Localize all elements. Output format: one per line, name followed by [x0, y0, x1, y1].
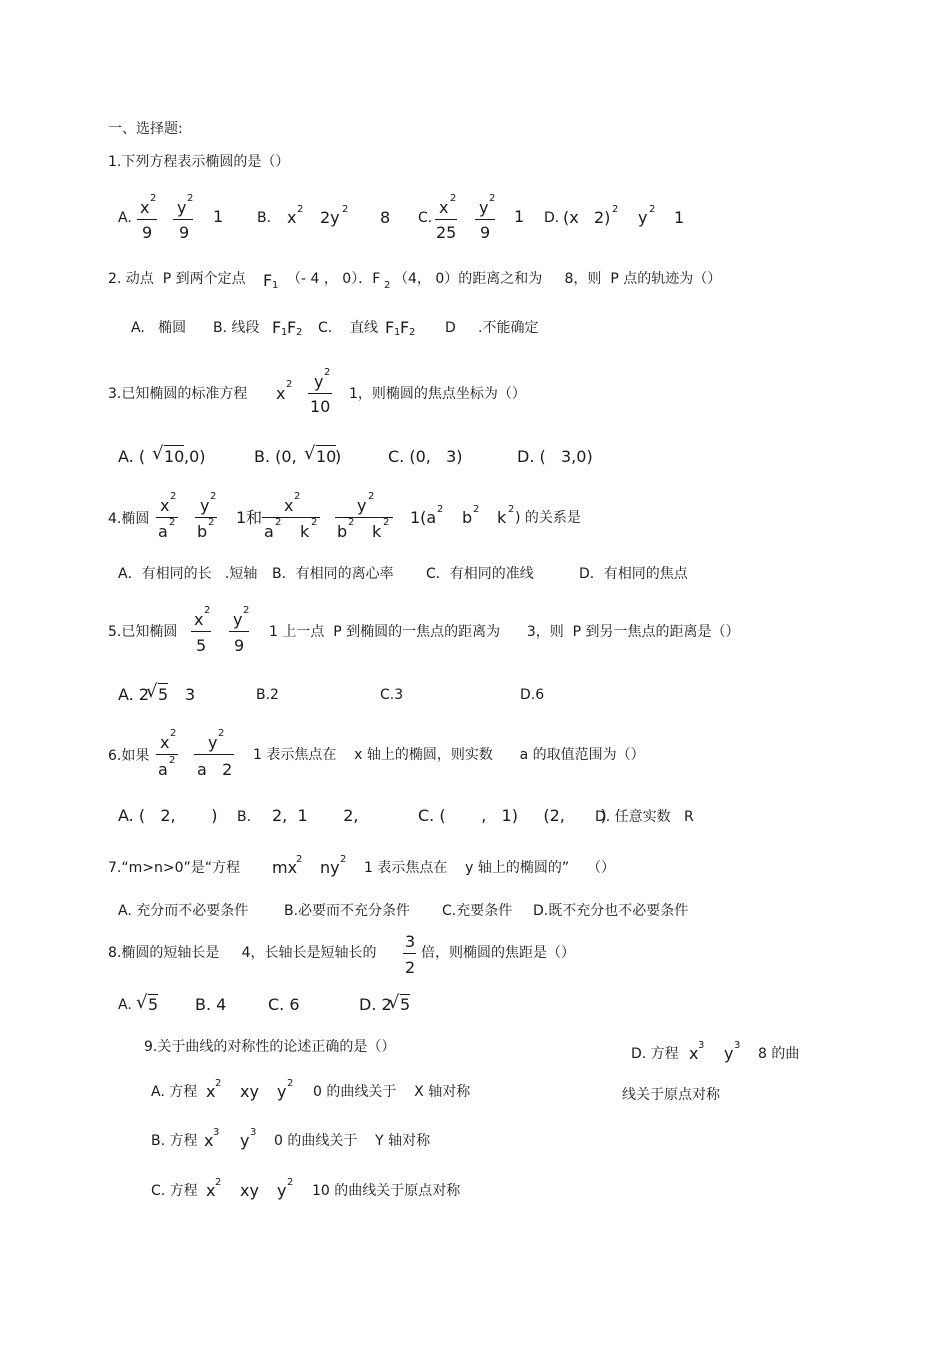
term: xy	[240, 1181, 259, 1200]
radicand: 10	[316, 447, 337, 466]
exponent: 2	[649, 204, 656, 215]
fraction-bar	[173, 219, 193, 220]
term: y	[240, 1131, 250, 1150]
exponent: 2	[296, 854, 303, 865]
denominator: b	[197, 522, 208, 541]
question-stem: 3.已知椭圆的标准方程	[108, 386, 248, 402]
option-c-pre: C. 方程	[151, 1183, 198, 1199]
term: x	[206, 1181, 216, 1200]
exponent: 2	[210, 491, 217, 502]
option-d: .不能确定	[478, 320, 539, 336]
denominator: 9	[179, 223, 190, 242]
exponent: 2	[473, 504, 480, 515]
subscript: 1	[394, 327, 401, 338]
option-a-tail: 0 的曲线关于 X 轴对称	[313, 1084, 471, 1100]
option-d-pre: D. 方程	[631, 1046, 679, 1062]
option-a-pre: A.	[118, 997, 132, 1013]
question-stem: 4.椭圆	[108, 511, 150, 527]
option-b: 2, 1 2,	[272, 806, 359, 825]
option-c-tail: 10 的曲线关于原点对称	[312, 1183, 461, 1199]
option-c: C.充要条件	[442, 903, 513, 919]
option-d-pre: D. 2	[359, 995, 392, 1014]
exponent: 2	[348, 517, 355, 528]
term: x	[689, 1044, 699, 1063]
exponent: 2	[150, 193, 157, 204]
question-stem-tail: 1 表示焦点在 y 轴上的椭圆的” （）	[364, 860, 615, 876]
option-b-label: B.	[237, 809, 252, 825]
option-a-pre: A. 2	[118, 685, 150, 704]
term: ny	[320, 858, 340, 877]
fraction-bar	[229, 631, 249, 632]
radical-bar	[158, 683, 168, 684]
option-d: D. 任意实数 R	[595, 809, 694, 825]
sqrt-icon: √	[152, 443, 164, 464]
option-c: C. 6	[268, 995, 300, 1014]
option-b: B.2	[256, 687, 279, 703]
numerator: y	[200, 496, 210, 515]
term: y	[638, 208, 648, 227]
numerator: 3	[405, 932, 416, 951]
denominator: 25	[436, 223, 457, 242]
exponent: 2	[169, 755, 176, 766]
denominator: 9	[480, 223, 491, 242]
fraction-bar	[191, 631, 211, 632]
radical-bar	[316, 445, 336, 446]
term: y	[277, 1181, 287, 1200]
exponent: 2	[368, 491, 375, 502]
option-d-label: D	[445, 320, 456, 336]
subscript: 2	[296, 327, 303, 338]
term: 2y	[320, 208, 340, 227]
exponent: 2	[170, 728, 177, 739]
rhs: 8	[380, 208, 391, 227]
numerator: y	[357, 496, 367, 515]
option-a: A. 充分而不必要条件	[118, 903, 249, 919]
exponent: 2	[275, 517, 282, 528]
option-c: C. 直线	[318, 320, 379, 336]
question-stem-part: （4， 0）的距离之和为 8，则 P 点的轨迹为（）	[394, 271, 722, 287]
numerator: x	[140, 198, 150, 217]
denominator: a	[264, 522, 274, 541]
fraction-bar	[194, 754, 234, 755]
option-c-label: C.	[418, 210, 433, 226]
question-stem: 7.“m>n>0”是“方程	[108, 860, 240, 876]
connector: 1和	[236, 508, 263, 527]
option-a: A. ( 2, )	[118, 806, 218, 825]
option-a-label: A.	[118, 210, 132, 226]
numerator: y	[208, 733, 218, 752]
exponent: 2	[324, 367, 331, 378]
option-c: C. (0, 3)	[388, 447, 463, 466]
term: x	[287, 208, 297, 227]
term: mx	[272, 858, 298, 877]
option-d: D．有相同的焦点	[579, 566, 688, 582]
question-stem: 1.下列方程表示椭圆的是（）	[108, 154, 290, 170]
question-stem: 8.椭圆的短轴长是 4，长轴长是短轴长的	[108, 945, 377, 961]
numerator: x	[160, 733, 170, 752]
option-a-pre: A. 方程	[151, 1084, 198, 1100]
exponent: 2	[450, 193, 457, 204]
numerator: y	[479, 198, 489, 217]
radicand: 5	[158, 685, 169, 704]
option-d: D. ( 3,0)	[517, 447, 593, 466]
subscript: 1	[272, 280, 279, 291]
condition: k	[497, 508, 507, 527]
question-stem-tail: 1，则椭圆的焦点坐标为（）	[349, 386, 526, 402]
exponent: 2	[169, 517, 176, 528]
rhs: 1	[674, 208, 685, 227]
exponent: 3	[698, 1040, 705, 1051]
exponent: 3	[250, 1127, 257, 1138]
segment-f: F	[272, 318, 282, 337]
numerator: x	[194, 610, 204, 629]
exponent: 2	[489, 193, 496, 204]
denominator: b	[337, 522, 348, 541]
exponent: 2	[187, 193, 194, 204]
term: y	[724, 1044, 734, 1063]
option-b-pre: B. 方程	[151, 1133, 198, 1149]
radicand: 5	[400, 995, 411, 1014]
exponent: 2	[342, 204, 349, 215]
exponent: 2	[294, 491, 301, 502]
subscript: 2	[409, 327, 416, 338]
question-stem-tail: ) 的关系是	[515, 510, 581, 526]
exponent: 2	[297, 204, 304, 215]
rhs: 1	[514, 207, 525, 226]
question-stem-part: （- 4 ， 0）．F	[287, 271, 381, 287]
numerator: y	[177, 198, 187, 217]
option-d-label: D.	[544, 210, 560, 226]
question-stem: 9.关于曲线的对称性的论述正确的是（）	[144, 1039, 396, 1055]
denominator: 9	[142, 223, 153, 242]
option-d-tail: 8 的曲	[758, 1046, 800, 1062]
numerator: x	[284, 496, 294, 515]
numerator: x	[160, 496, 170, 515]
fraction-bar	[475, 219, 495, 220]
option-d-line2: 线关于原点对称	[622, 1087, 720, 1103]
term: (x	[563, 208, 579, 227]
term: 2)	[594, 208, 611, 227]
option-a-post: 3	[185, 685, 196, 704]
sqrt-icon: √	[136, 992, 148, 1013]
sqrt-icon: √	[146, 681, 158, 702]
exponent: 2	[204, 605, 211, 616]
question-stem-tail: 1 上一点 P 到椭圆的一焦点的距离为 3，则 P 到另一焦点的距离是（）	[269, 624, 740, 640]
condition: b	[462, 508, 473, 527]
fraction-bar	[308, 393, 332, 394]
denominator: 2	[405, 958, 416, 977]
radicand: 10	[164, 447, 185, 466]
question-stem: 6.如果	[108, 748, 150, 764]
question-stem-part: 2. 动点 P 到两个定点	[108, 271, 246, 287]
numerator: y	[314, 372, 324, 391]
option-b-label: B.	[257, 210, 272, 226]
exponent: 3	[213, 1127, 220, 1138]
radicand: 5	[148, 995, 159, 1014]
option-b-post: )	[335, 447, 342, 466]
denominator: 10	[310, 397, 331, 416]
term: x	[204, 1131, 214, 1150]
exponent: 2	[215, 1078, 222, 1089]
option-c: C.3	[380, 687, 404, 703]
numerator: y	[233, 610, 243, 629]
question-stem-tail: 1 表示焦点在 x 轴上的椭圆，则实数 a 的取值范围为（）	[253, 747, 645, 763]
exponent: 2	[208, 517, 215, 528]
option-b-tail: 0 的曲线关于 Y 轴对称	[274, 1133, 431, 1149]
focus-f1: F	[263, 271, 273, 290]
exponent: 2	[215, 1177, 222, 1188]
option-a-post: ,0)	[184, 447, 206, 466]
segment-f: F	[385, 318, 395, 337]
exponent: 2	[437, 504, 444, 515]
denominator: 5	[196, 636, 207, 655]
exponent: 2	[218, 728, 225, 739]
numerator: x	[439, 198, 449, 217]
fraction-bar	[137, 219, 157, 220]
exponent: 2	[383, 517, 390, 528]
exponent: 2	[286, 379, 293, 390]
question-stem: 5.已知椭圆	[108, 624, 178, 640]
option-b: B. 4	[195, 995, 227, 1014]
condition: 1(a	[410, 508, 437, 527]
subscript: 1	[281, 327, 288, 338]
segment-f: F	[400, 318, 410, 337]
option-d: D.6	[520, 687, 545, 703]
segment-f: F	[287, 318, 297, 337]
rhs: 1	[213, 207, 224, 226]
option-b-pre: B. (0,	[254, 447, 297, 466]
option-b: B．有相同的离心率	[272, 566, 394, 582]
term: y	[277, 1082, 287, 1101]
exponent: 3	[734, 1040, 741, 1051]
denominator: k	[372, 522, 382, 541]
option-c: C. ( , 1) (2, )	[418, 806, 607, 825]
denominator: a 2	[197, 760, 233, 779]
denominator: a	[158, 760, 168, 779]
question-stem-tail: 倍，则椭圆的焦距是（）	[421, 945, 575, 961]
subscript: 2	[384, 280, 391, 291]
option-b: B. 线段	[213, 320, 260, 336]
option-d: D.既不充分也不必要条件	[533, 903, 689, 919]
option-a: A．有相同的长 .短轴	[118, 566, 258, 582]
sqrt-icon: √	[304, 443, 316, 464]
section-title: 一、选择题:	[108, 121, 183, 137]
option-a: A. 椭圆	[131, 320, 187, 336]
denominator: k	[300, 522, 310, 541]
exponent: 2	[287, 1078, 294, 1089]
exponent: 2	[287, 1177, 294, 1188]
option-a-pre: A. (	[118, 447, 146, 466]
exponent: 2	[612, 204, 619, 215]
option-c: C．有相同的准线	[426, 566, 534, 582]
exponent: 2	[508, 504, 515, 515]
term: x	[276, 384, 286, 403]
term: x	[206, 1082, 216, 1101]
sqrt-icon: √	[388, 992, 400, 1013]
radical-bar	[164, 445, 184, 446]
exponent: 2	[170, 491, 177, 502]
exponent: 2	[340, 854, 347, 865]
exponent: 2	[243, 605, 250, 616]
denominator: 9	[234, 636, 245, 655]
fraction-bar	[435, 219, 457, 220]
exponent: 2	[311, 517, 318, 528]
fraction-bar	[403, 953, 416, 954]
option-b: B.必要而不充分条件	[284, 903, 411, 919]
denominator: a	[158, 522, 168, 541]
term: xy	[240, 1082, 259, 1101]
